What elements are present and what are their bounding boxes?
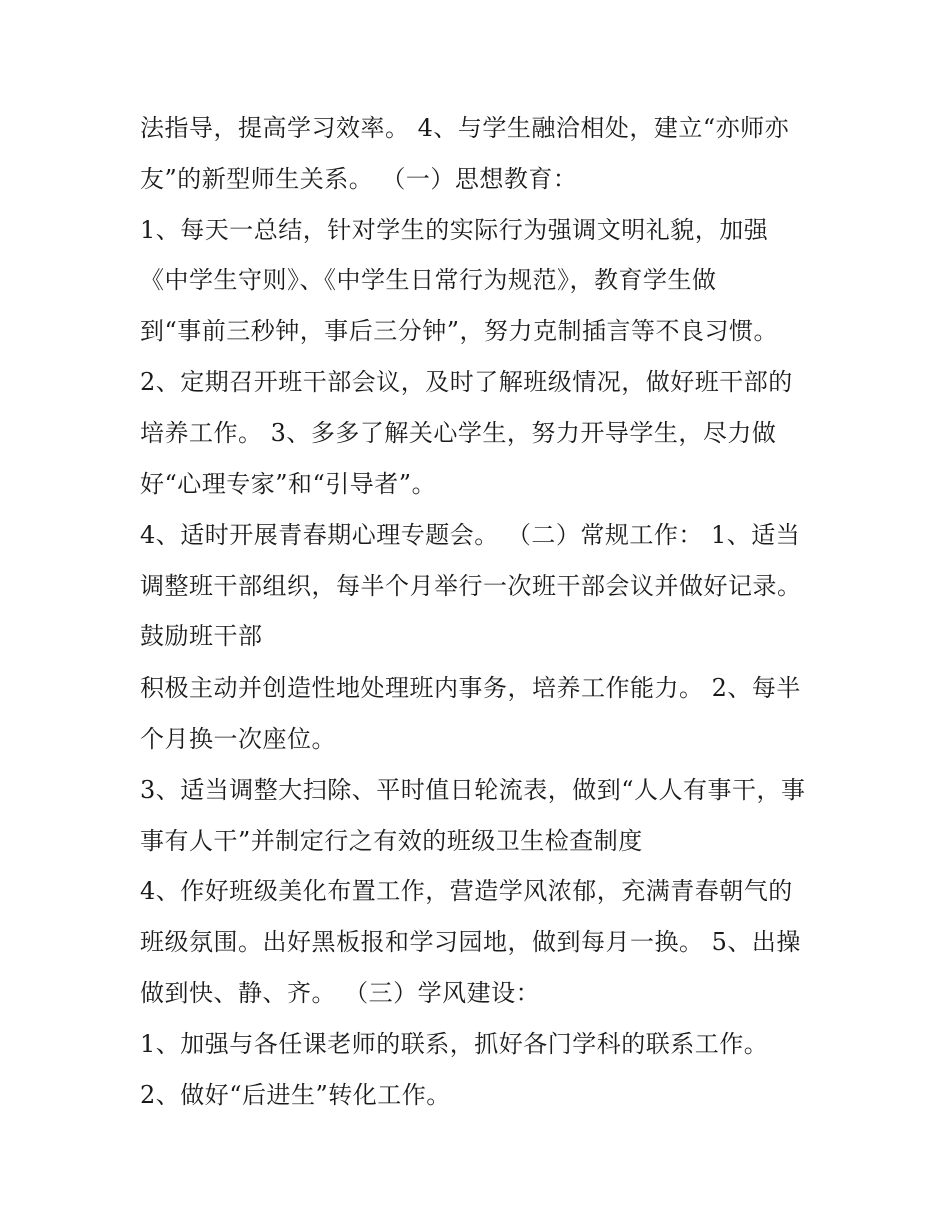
- text-line: 友”的新型师生关系。 （一）思想教育：: [140, 165, 578, 193]
- text-line: 2、定期召开班干部会议，及时了解班级情况，做好班干部的: [140, 368, 793, 396]
- text-line: 好“心理专家”和“引导者”。: [140, 470, 437, 498]
- text-line: 班级氛围。出好黑板报和学习园地，做到每月一换。 5、出操: [140, 928, 801, 956]
- text-line: 3、适当调整大扫除、平时值日轮流表，做到“人人有事干，事: [140, 776, 806, 804]
- text-line: 培养工作。 3、多多了解关心学生，努力开导学生，尽力做: [140, 419, 777, 447]
- text-line: 鼓励班干部: [140, 622, 263, 650]
- text-line: 1、每天一总结，针对学生的实际行为强调文明礼貌，加强: [140, 216, 769, 244]
- text-line: 法指导，提高学习效率。 4、与学生融洽相处，建立“亦师亦: [140, 114, 790, 142]
- text-line: 《中学生守则》、《中学生日常行为规范》，教育学生做: [140, 266, 717, 294]
- text-line: 1、加强与各任课老师的联系，抓好各门学科的联系工作。: [140, 1030, 769, 1058]
- text-line: 调整班干部组织，每半个月举行一次班干部会议并做好记录。: [140, 572, 802, 600]
- text-line: 2、做好“后进生”转化工作。: [140, 1081, 451, 1109]
- text-line: 事有人干”并制定行之有效的班级卫生检查制度: [140, 827, 643, 855]
- text-line: 积极主动并创造性地处理班内事务，培养工作能力。 2、每半: [140, 674, 801, 702]
- text-line: 到“事前三秒钟，事后三分钟”，努力克制插言等不良习惯。: [140, 317, 779, 345]
- text-line: 4、作好班级美化布置工作，营造学风浓郁，充满青春朝气的: [140, 877, 793, 905]
- text-line: 个月换一次座位。: [140, 725, 336, 753]
- text-line: 做到快、静、齐。 （三）学风建设：: [140, 979, 541, 1007]
- text-line: 4、适时开展青春期心理专题会。 （二）常规工作： 1、适当: [140, 521, 801, 549]
